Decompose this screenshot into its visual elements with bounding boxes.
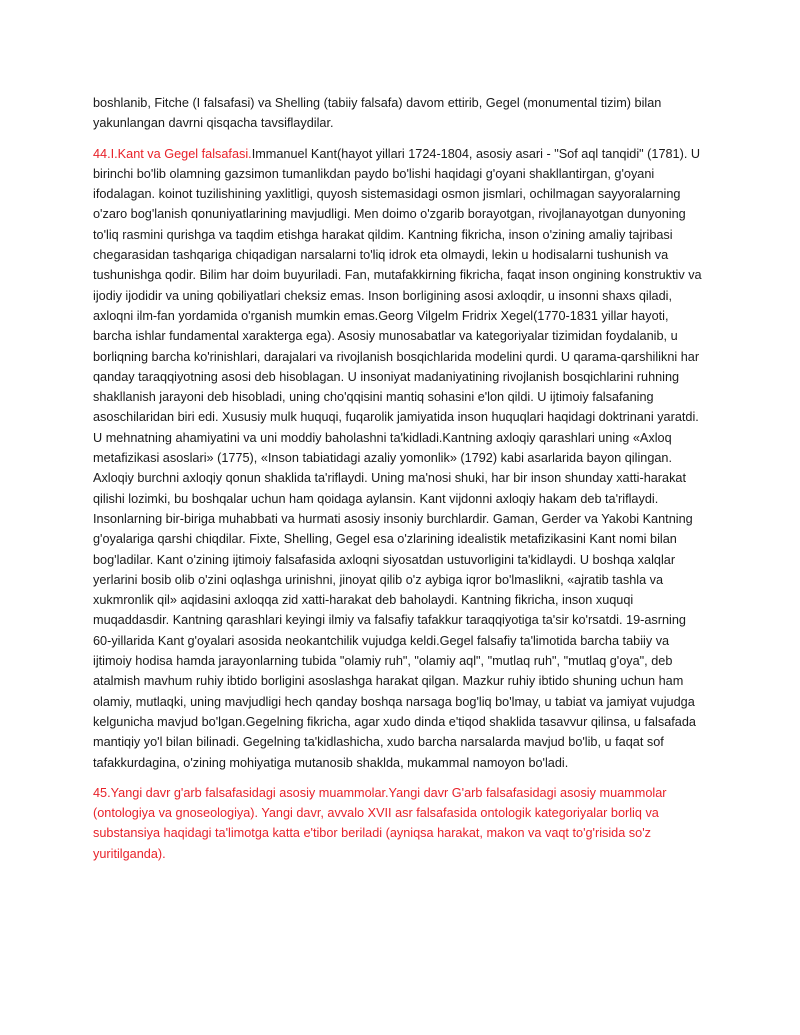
section-44-heading: 44.I.Kant va Gegel falsafasi. [93,146,252,161]
intro-paragraph: boshlanib, Fitche (I falsafasi) va Shelling (tabiiy falsafa) davom ettirib, Gegel (monumental tizim) bilan yakunlangan davrni qisqacha tavsiflaydilar. [93,96,662,131]
document-page [93,93,707,874]
section-44-body: Immanuel Kant(hayot yillari 1724-1804, asosiy asari - "Sof aql tanqidi" (1781). U birinchi bo'lib olamning gazsimon tumanlikdan paydo bo'lishi haqidagi g'oyani shakllantirgan, g'oyani ifodalagan. koinot tuzilishining yaxlitligi, quyosh sistemasidagi osmon jismlari, ochilmagan sayyoralarning o'zaro bog'lanish qonuniyatlarining mavjudligi. Men doimo o'zgarib borayotgan, rivojlanayotgan dunyoning to'liq rasmini qurishga va taqdim etishga harakat qildim. Kantning fikricha, inson o'zining amaliy tajribasi chegarasidan tashqariga chiqadigan narsalarni to'liq idrok eta olmaydi, lekin u hodisalarni tushunish va tushunishga qodir. Bilim har doim buyuriladi. Fan, mutafakkirning fikricha, faqat inson ongining konstruktiv va ijodiy ijodidir va uning qobiliyatlari cheksiz emas. Inson borligining asosi axloqdir, u insonni shaxs qiladi, axloqni ilm-fan yordamida o'rganish mumkin emas.Georg Vilgelm Fridrix Xegel(1770-1831 yillar hayoti, barcha ishlar fundamental xarakterga ega). Asosiy munosabatlar va kategoriyalar tizimidan foydalanib, u borliqning barcha ko'rinishlari, darajalari va rivojlanish bosqichlarida modelini qurdi. U qarama-qarshilikni har qanday taraqqiyotning asosi deb hisoblagan. U insoniyat madaniyatining rivojlanish bosqichlarini ruhning shakllanish jarayoni deb hisobladi, uning cho'qqisini mantiq sohasini e'lon qildi. U ijtimoiy falsafaning asoschilaridan biri edi. Xususiy mulk huquqi, fuqarolik jamiyatida inson huquqlari haqidagi doktrinani yaratdi. U mehnatning ahamiyatini va uni moddiy baholashni ta'kidladi.Kantning axloqiy qarashlari uning «Axloq metafizikasi asoslari» (1775), «Inson tabiatidagi azaliy yomonlik» (1792) kabi asarlarida bayon qilingan. Axloqiy burchni axloqiy qonun shaklida ta'riflaydi. Uning ma'nosi shuki, har bir inson shunday xatti-harakat qilishi lozimki, bu boshqalar uchun ham qoidaga aylansin. Kant vijdonni axloqiy hakam deb ta'riflaydi. Insonlarning bir-biriga muhabbati va hurmati asosiy insoniy burchlardir. Gaman, Gerder va Yakobi Kantning g'oyalariga qarshi chiqdilar. Fixte, Shelling, Gegel esa o'zlarining idealistik metafizikasini Kant nomi bilan bog'ladilar. Kant o'zining ijtimoiy falsafasida axloqni siyosatdan ustuvorligini ta'kidlaydi. U boshqa xalqlar yerlarini bosib olib o'zini oqlashga urinishni, jinoyat qilib o'z aybiga iqror bo'lmaslikni, «ajratib tashla va xukmronlik qil» aqidasini axloqqa zid xatti-harakat deb baholaydi. Kantning fikricha, inson xuquqi muqaddasdir. Kantning qarashlari keyingi ilmiy va falsafiy tafakkur taraqqiyotiga ta'sir ko'rsatdi. 19-asrning 60-yillarida Kant g'oyalari asosida neokantchilik vujudga keldi.Gegel falsafiy ta'limotida barcha tabiiy va ijtimoiy hodisa hamda jarayonlarning tubida "olamiy ruh", "olamiy aql", "mutlaq ruh", "mutlaq g'oya", deb atalmish mavhum ruhiy ibtido borligini asoslashga harakat qilgan. Mazkur ruhiy ibtido shuning uchun ham olamiy, mutlaqki, uning mavjudligi hech qanday boshqa narsaga bog'liq bo'lmay, u tabiat va jamiyat vujudga kelgunicha mavjud bo'lgan.Gegelning fikricha, agar xudo dinda e'tiqod shaklida tasavvur qilinsa, u falsafada mantiqiy yo'l bilan bilinadi. Gegelning ta'kidlashicha, xudo barcha narsalarda mavjud bo'lib, u faqat sof tafakkurdagina, o'zining mohiyatiga mutanosib shaklda, mukammal namoyon bo'ladi. [93,146,702,770]
section-45-paragraph: 45.Yangi davr g'arb falsafasidagi asosiy muammolar.Yangi davr G'arb falsafasidagi asosiy muammolar (ontologiya va gnoseologiya). Yangi davr, avvalo XVII asr falsafasida ontologik kategoriyalar borliq va substansiya haqidagi ta'limotga katta e'tibor beriladi (ayniqsa harakat, makon va vaqt to'g'risida so'z yuritilganda). [93,785,667,861]
section-44-paragraph [93,144,707,773]
